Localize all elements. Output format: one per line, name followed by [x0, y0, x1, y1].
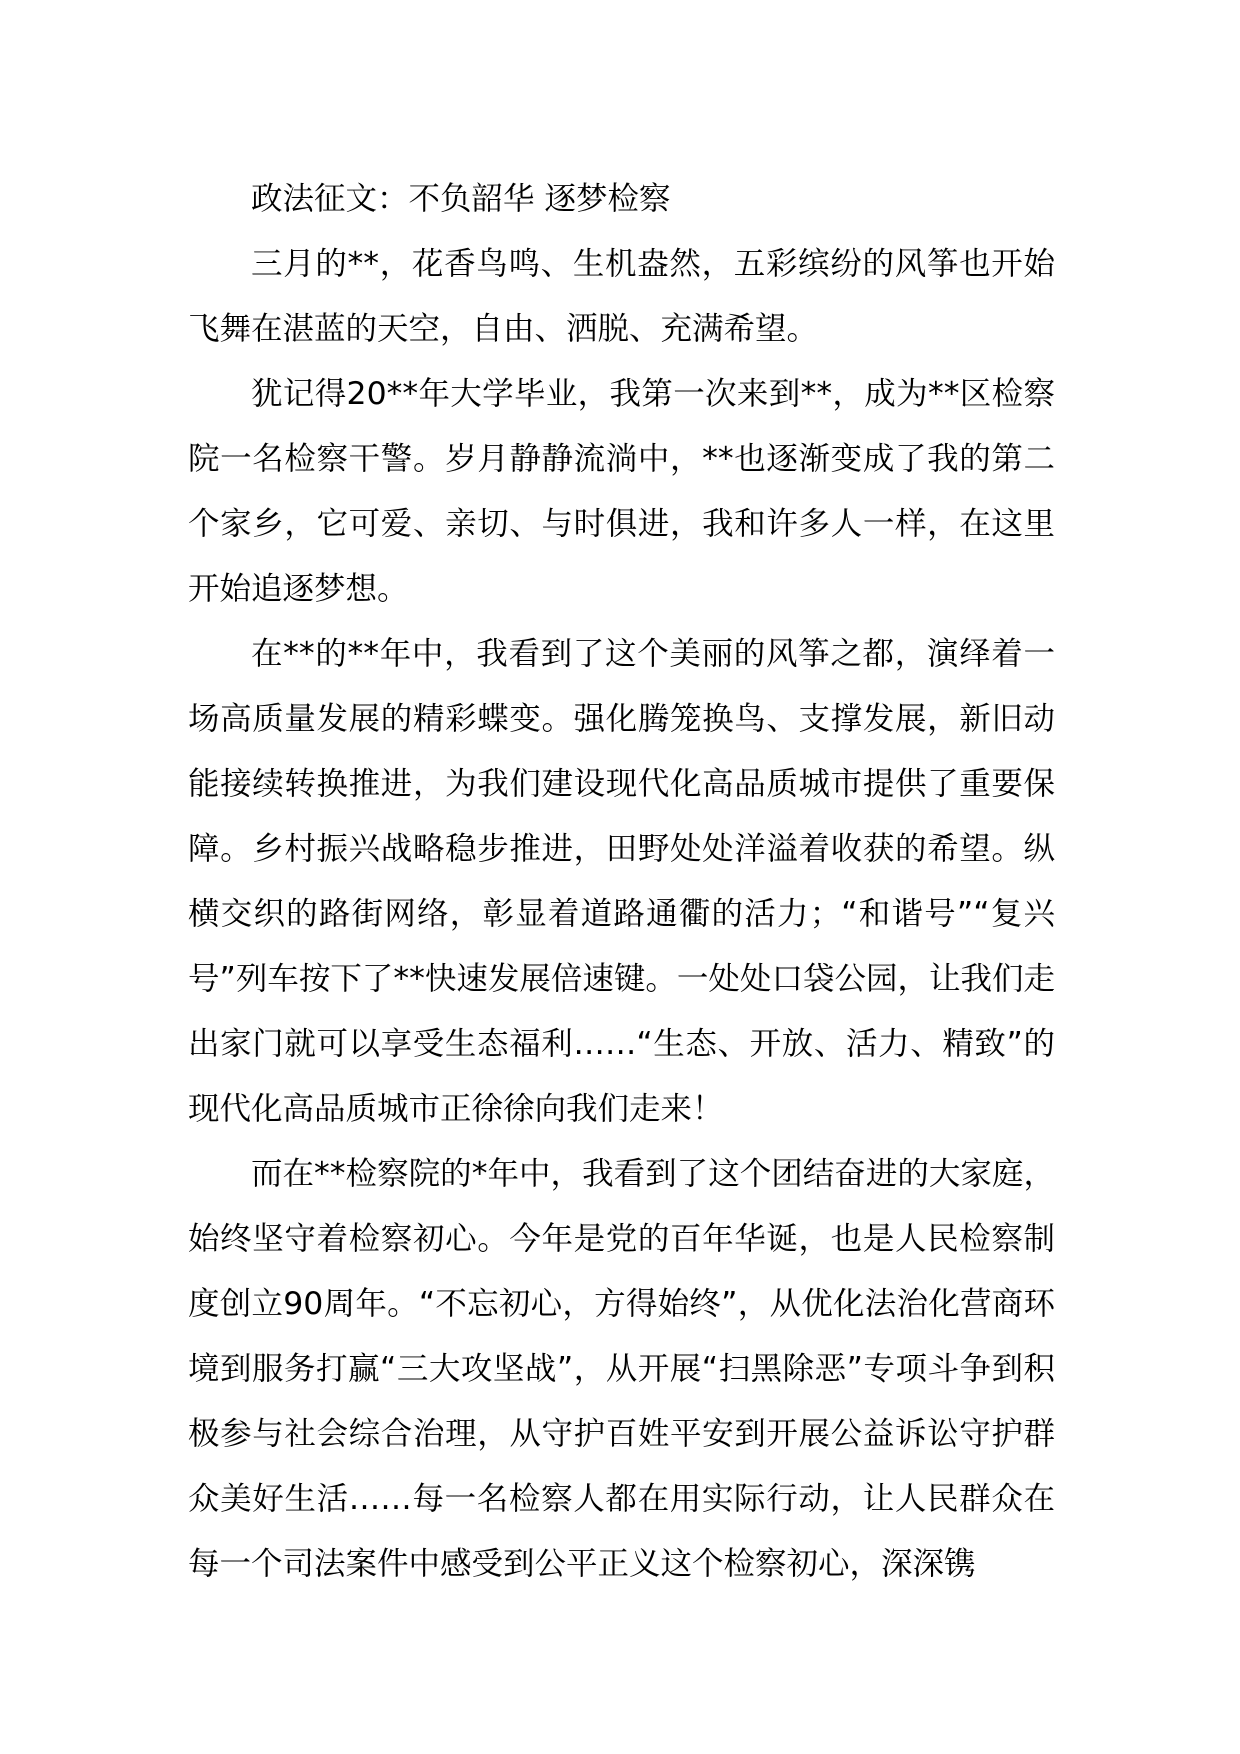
paragraph-3: 在**的**年中，我看到了这个美丽的风筝之都，演绎着一场高质量发展的精彩蝶变。强化腾笼换鸟、支撑发展，新旧动能接续转换推进，为我们建设现代化高品质城市提供了重要保障。乡村振兴战略稳步推进，田野处处洋溢着收获的希望。纵横交织的路街网络，彰显着道路通衢的活力；“和谐号”“复兴号”列车按下了**快速发展倍速键。一处处口袋公园，让我们走出家门就可以享受生态福利……“生态、开放、活力、精致”的现代化高品质城市正徐徐向我们走来！ [188, 636, 1055, 1127]
paragraph-1: 三月的**，花香鸟鸣、生机盎然，五彩缤纷的风筝也开始飞舞在湛蓝的天空，自由、洒脱、充满希望。 [188, 246, 1055, 347]
paragraph-2: 犹记得20**年大学毕业，我第一次来到**，成为**区检察院一名检察干警。岁月静静流淌中，**也逐渐变成了我的第二个家乡，它可爱、亲切、与时俱进，我和许多人一样，在这里开始追逐梦想。 [188, 376, 1055, 607]
document-body [188, 167, 1055, 1597]
document-title: 政法征文：不负韶华 逐梦检察 [251, 181, 671, 217]
paragraph-4: 而在**检察院的*年中，我看到了这个团结奋进的大家庭，始终坚守着检察初心。今年是党的百年华诞，也是人民检察制度创立90周年。“不忘初心，方得始终”，从优化法治化营商环境到服务打赢“三大攻坚战”，从开展“扫黑除恶”专项斗争到积极参与社会综合治理，从守护百姓平安到开展公益诉讼守护群众美好生活……每一名检察人都在用实际行动，让人民群众在每一个司法案件中感受到公平正义这个检察初心，深深镌 [188, 1156, 1055, 1582]
